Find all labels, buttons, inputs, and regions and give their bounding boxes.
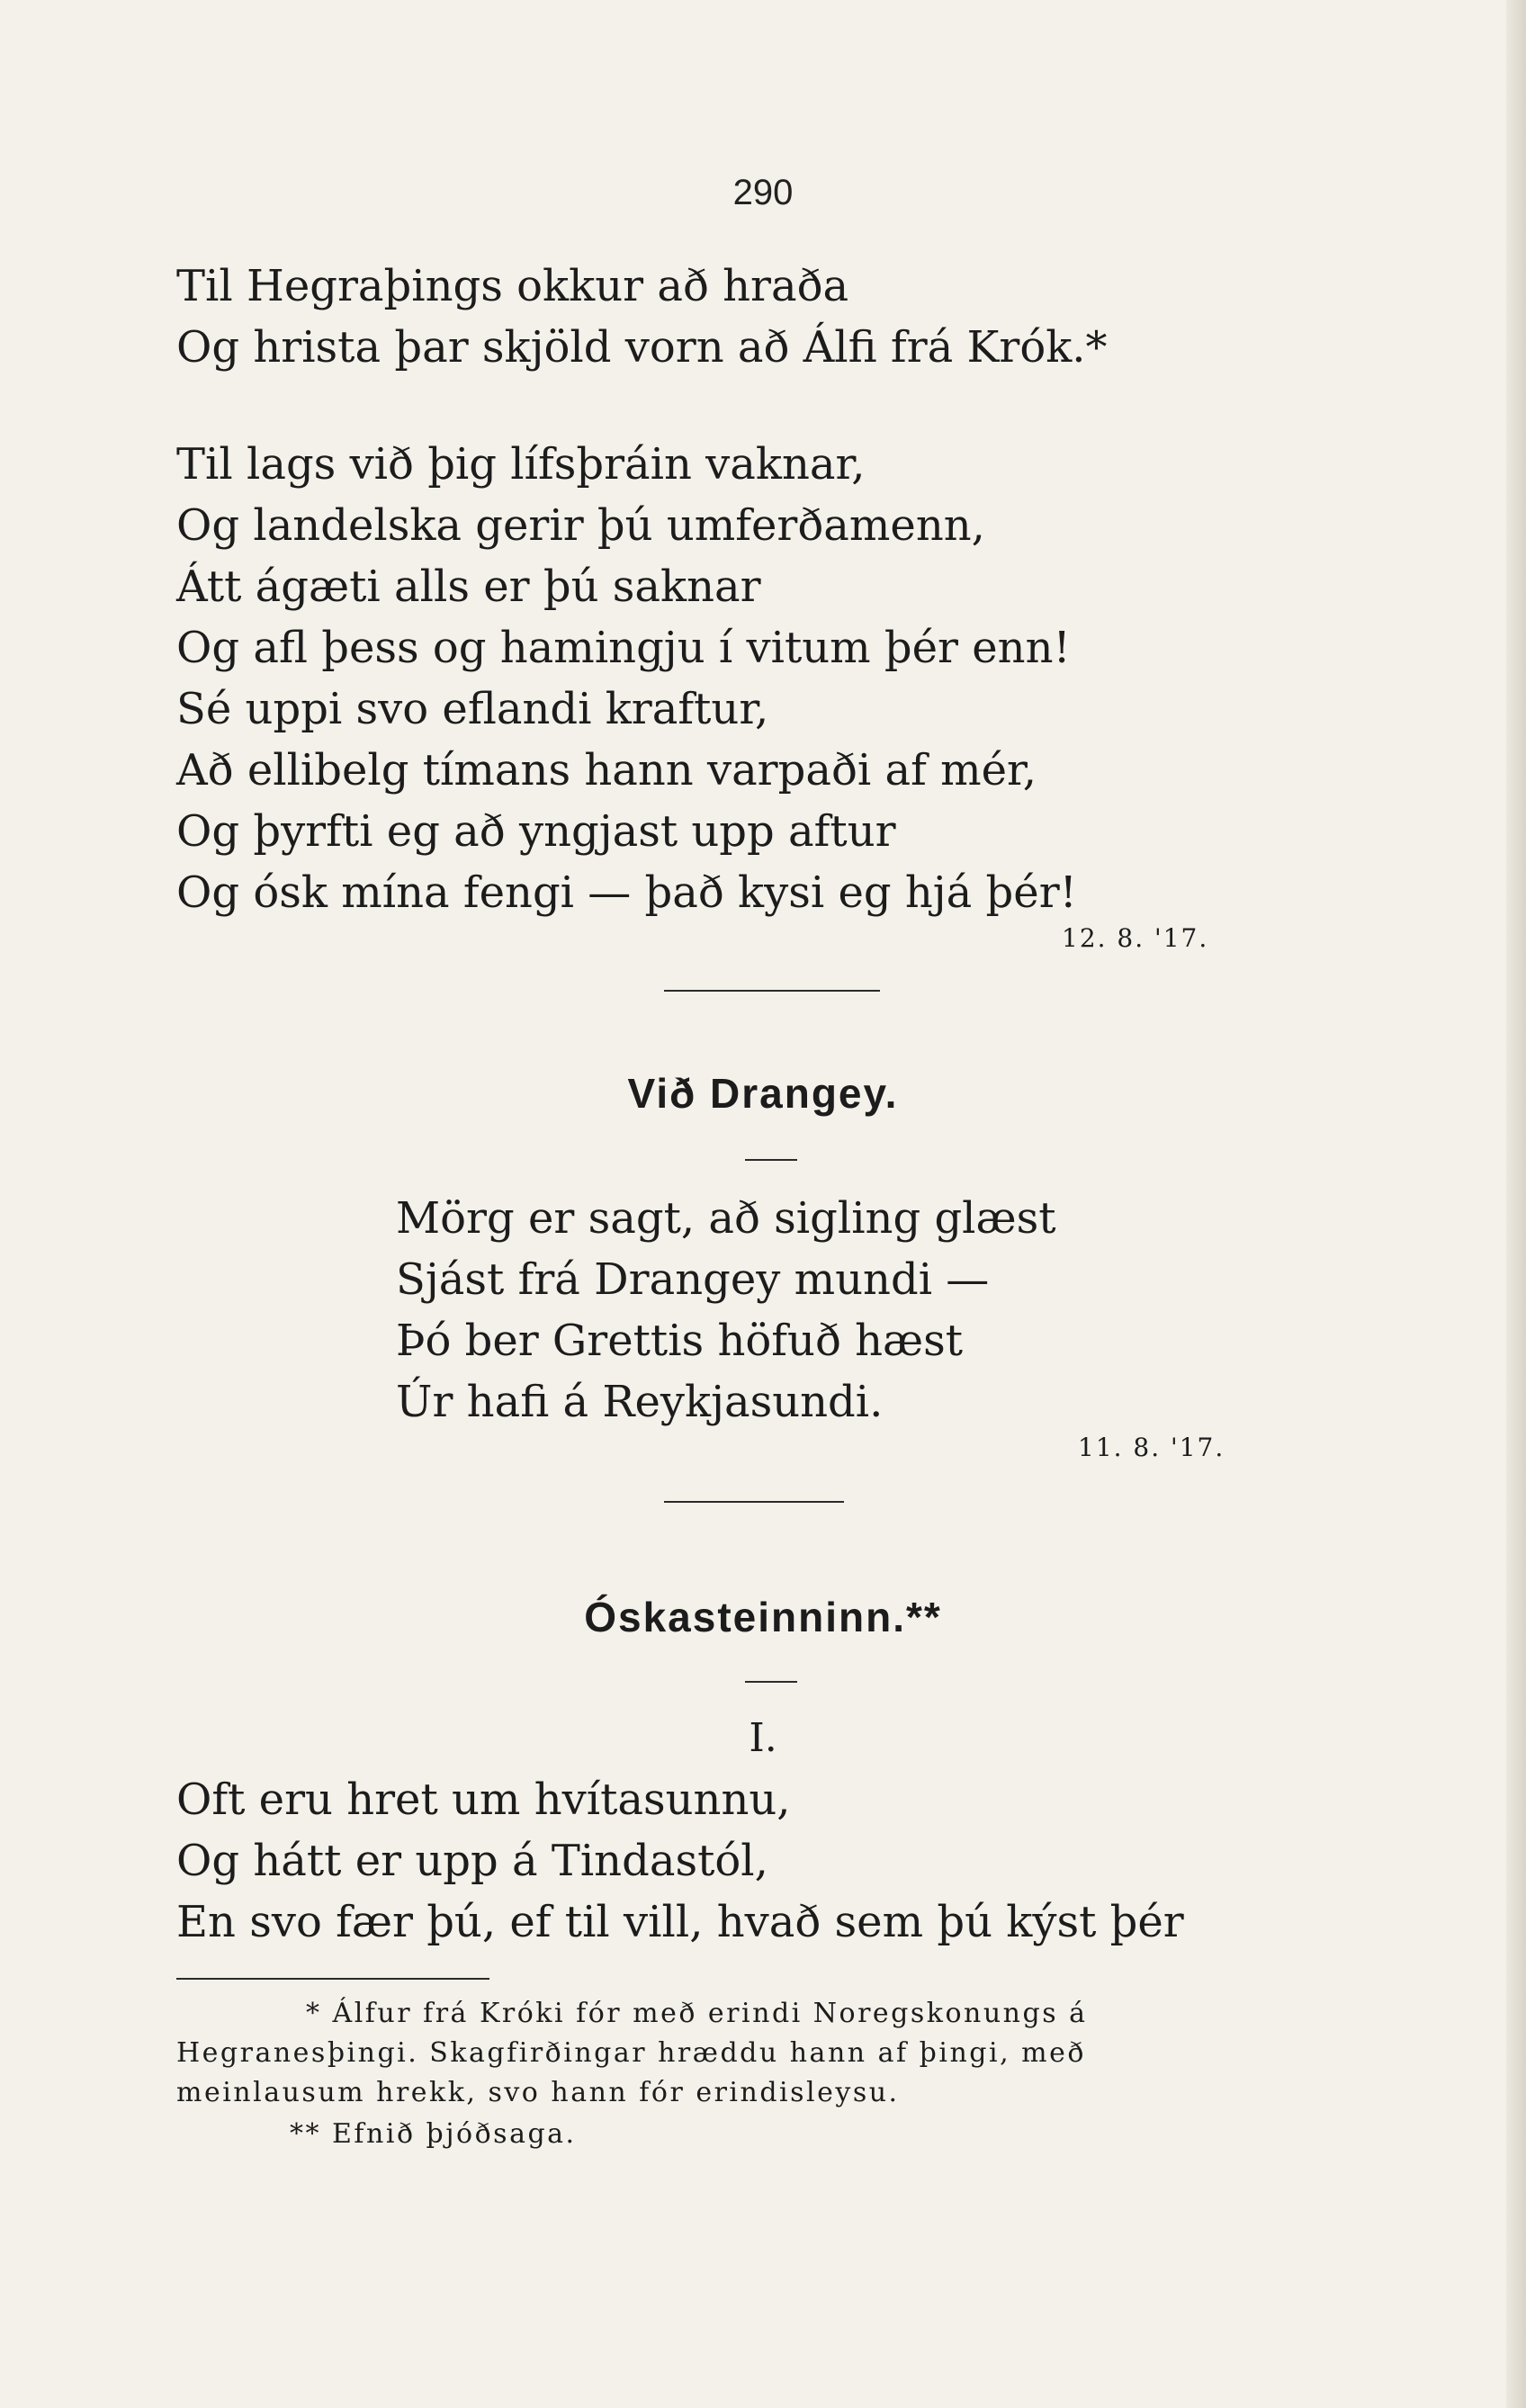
section-divider [664, 990, 880, 992]
verse-line: Úr hafi á Reykjasundi. [396, 1377, 884, 1427]
verse-line: Og þyrfti eg að yngjast upp aftur [176, 806, 896, 857]
poem-date: 12. 8. '17. [1062, 923, 1209, 953]
verse-line: Þó ber Grettis höfuð hæst [396, 1316, 964, 1366]
verse-line: Til lags við þig lífsþráin vaknar, [176, 439, 866, 490]
footnote-line: ** Efnið þjóðsaga. [290, 2118, 577, 2150]
section-number: I. [749, 1715, 777, 1761]
poem-title: Við Drangey. [627, 1070, 899, 1117]
verse-line: En svo fær þú, ef til vill, hvað sem þú kýst þér [176, 1897, 1184, 1947]
verse-line: Og landelska gerir þú umferðamenn, [176, 500, 985, 551]
title-rule [745, 1681, 797, 1683]
title-rule [745, 1159, 797, 1161]
page-edge [1506, 0, 1526, 2408]
verse-line: Sjást frá Drangey mundi — [396, 1254, 990, 1305]
footnote-rule [176, 1978, 489, 1980]
verse-line: Mörg er sagt, að sigling glæst [396, 1193, 1056, 1244]
poem-title: Óskasteinninn.** [584, 1594, 942, 1640]
verse-line: Og ósk mína fengi — það kysi eg hjá þér! [176, 867, 1077, 918]
verse-line: Og afl þess og hamingju í vitum þér enn! [176, 623, 1071, 673]
footnote-line: meinlausum hrekk, svo hann fór erindisleysu. [176, 2077, 900, 2108]
page-number: 290 [732, 173, 794, 212]
verse-line: Til Hegraþings okkur að hraða [176, 261, 849, 311]
verse-line: Og hrista þar skjöld vorn að Álfi frá Krók.* [176, 322, 1108, 373]
verse-line: Sé uppi svo eflandi kraftur, [176, 684, 769, 734]
footnote-line: Hegranesþingi. Skagfirðingar hræddu hann af þingi, með [176, 2037, 1086, 2069]
verse-line: Og hátt er upp á Tindastól, [176, 1836, 768, 1886]
footnote-line: * Álfur frá Króki fór með erindi Noregskonungs á [306, 1998, 1088, 2029]
section-divider [664, 1501, 844, 1503]
verse-line: Oft eru hret um hvítasunnu, [176, 1775, 791, 1825]
poem-date: 11. 8. '17. [1078, 1433, 1225, 1462]
verse-line: Að ellibelg tímans hann varpaði af mér, [176, 745, 1037, 795]
verse-line: Átt ágæti alls er þú saknar [176, 562, 761, 612]
